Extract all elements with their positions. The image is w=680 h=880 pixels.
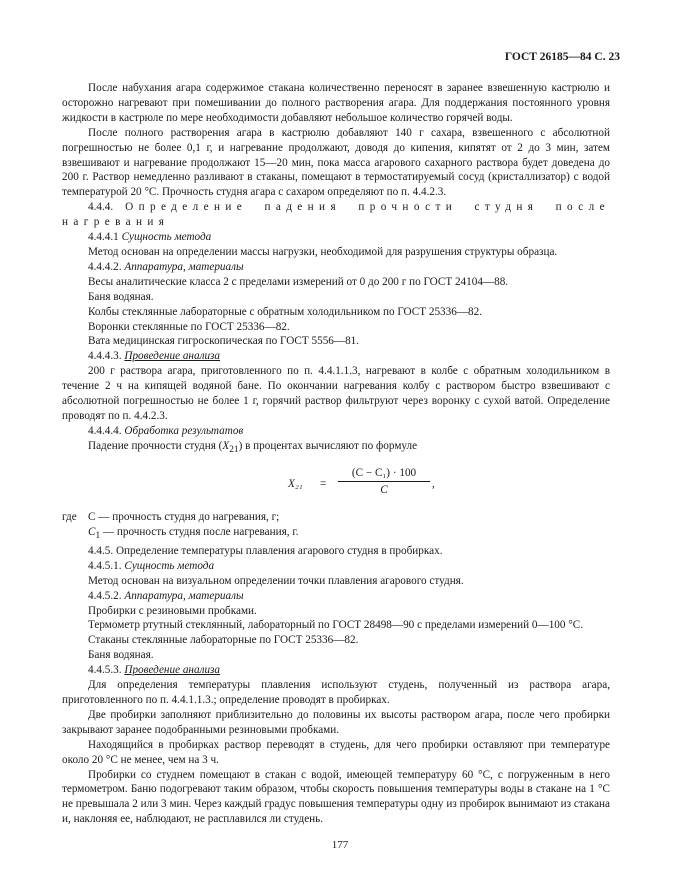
paragraph: Находящийся в пробирках раствор переводят в студень, для чего пробирки оставляют при температуре около 20 °С не менее, чем на 3 ч.: [62, 738, 610, 766]
formula-equals: =: [320, 477, 327, 490]
subsection-title: Сущность метода: [124, 559, 215, 572]
page-header: ГОСТ 26185—84 С. 23: [504, 51, 620, 63]
subsection-heading: [62, 663, 610, 678]
page-number: 177: [331, 839, 349, 851]
list-item: Воронки стеклянные по ГОСТ 25336—82.: [88, 320, 290, 333]
subsection-number: 4.4.4.1: [88, 231, 119, 244]
list-item: Термометр ртутный стеклянный, лабораторный по ГОСТ 28498—90 с пределами измерений 0—100 °С.: [88, 619, 584, 632]
subsection-number: 4.4.5.1.: [88, 559, 122, 572]
section-title: Определение падения прочности студня после нагревания: [62, 201, 610, 229]
formula: [62, 464, 610, 506]
list-item: Весы аналитические класса 2 с пределами измерений от 0 до 200 г по ГОСТ 24104—88.: [88, 275, 509, 288]
section-number: 4.4.4.: [88, 201, 114, 214]
paragraph: После набухания агара содержимое стакана количественно переносят в заранее взвешенную кастрюлю и осторожно нагревают при помешивании до полного растворения агара. Для поддержания постоянного уровня жидкости в кастрюле по мере необходимости добавляют небольшое количество горячей воды.: [62, 82, 610, 124]
subsection-number: 4.4.5.3.: [88, 664, 122, 677]
subsection-title: Аппаратура, материалы: [124, 260, 244, 273]
formula-numerator: (C − C₁) · 100: [351, 466, 417, 479]
where-line: $C_1$ — прочность студня после нагревания, г.: [88, 525, 299, 542]
formula-denominator: C: [380, 483, 388, 496]
section-heading-4-4-5: 4.4.5. Определение температуры плавления агарового студня в пробирках.: [88, 544, 443, 557]
subsection-heading: [62, 589, 610, 604]
subsection-number: 4.4.4.3.: [88, 350, 122, 363]
paragraph: После полного растворения агара в кастрюлю добавляют 140 г сахара, взвешенного с абсолютной погрешностью не более 0,1 г, и нагревание продолжают, доводя до кипения, кипятят от 2 до 3 мин, затем взвешивают и нагревание продолжают 15—20 мин, пока масса агарового сахарного раствора будет доведена до 200 г. Раствор немедленно разливают в стаканы, помещают в термостатируемый сосуд (кристаллизатор) с водой температурой 20 °С. Прочность студня агара с сахаром определяют по п. 4.4.2.3.: [62, 126, 610, 199]
subsection-number: 4.4.5.2.: [88, 589, 122, 602]
list-item: Баня водяная.: [88, 290, 154, 303]
paragraph: Метод основан на определении массы нагрузки, необходимой для разрушения структуры образца.: [88, 245, 558, 258]
list-item: Пробирки с резиновыми пробками.: [88, 604, 257, 617]
subsection-heading: [62, 559, 610, 574]
subsection-title: Проведение анализа: [124, 350, 221, 363]
document-body: [62, 81, 610, 827]
fraction-bar: [338, 481, 430, 482]
list-item: Стаканы стеклянные лабораторные по ГОСТ 25336—82.: [88, 634, 359, 647]
subsection-heading: [62, 349, 610, 364]
paragraph: Две пробирки заполняют приблизительно до половины их высоты раствором агара, после чего пробирки закрывают заранее подобранными резиновыми пробками.: [62, 708, 610, 736]
paragraph: Для определения температуры плавления используют студень, полученный из раствора агара, приготовленного по п. 4.4.1.1.3.; определение проводят в пробирках.: [62, 679, 610, 706]
paragraph: 200 г раствора агара, приготовленного по п. 4.4.1.1.3, нагревают в колбе с обратным холодильником в течение 2 ч на кипящей водяной бане. По окончании нагревания колбу с раствором быстро взвешивают с абсолютной погрешностью не более 1 г, горячий раствор фильтруют через воронку с сухой ватой. Определение проводят по п. 4.4.2.3.: [62, 365, 610, 422]
formula-comma: ,: [432, 477, 435, 490]
paragraph: Падение прочности студня $(X_{21})$ в процентах вычисляют по формуле: [88, 439, 418, 455]
paragraph: Метод основан на визуальном определении точки плавления агарового студня.: [88, 574, 464, 587]
subsection-number: 4.4.4.4.: [88, 424, 122, 437]
subsection-heading: [62, 230, 610, 245]
subsection-heading: [62, 260, 610, 275]
list-item: Колбы стеклянные лабораторные с обратным холодильником по ГОСТ 25336—82.: [88, 305, 483, 318]
subsection-title: Проведение анализа: [124, 664, 221, 677]
subsection-title: Аппаратура, материалы: [124, 589, 244, 602]
list-item: Вата медицинская гигроскопическая по ГОСТ 5556—81.: [88, 335, 360, 348]
subsection-heading: [62, 424, 610, 439]
formula-lhs: X₂₁: [288, 477, 303, 490]
subsection-title: Обработка результатов: [124, 424, 244, 437]
list-item: Баня водяная.: [88, 649, 154, 662]
paragraph: Пробирки со студнем помещают в стакан с водой, имеющей температуру 60 °С, с погруженным в него термометром. Баню подогревают таким образом, чтобы скорость повышения температуры воды в стакане на 1 °С не превышала 2 или 3 мин. Через каждый градус повышения температуры одну из пробирок вынимают из стакана и, наклоняя ее, наблюдают, не расплавился ли студень.: [62, 768, 610, 826]
subsection-number: 4.4.4.2.: [88, 260, 122, 273]
subsection-title: Сущность метода: [121, 231, 212, 244]
section-heading-4-4-4: [62, 200, 610, 230]
where-line: где C — прочность студня до нагревания, г;: [62, 510, 280, 523]
